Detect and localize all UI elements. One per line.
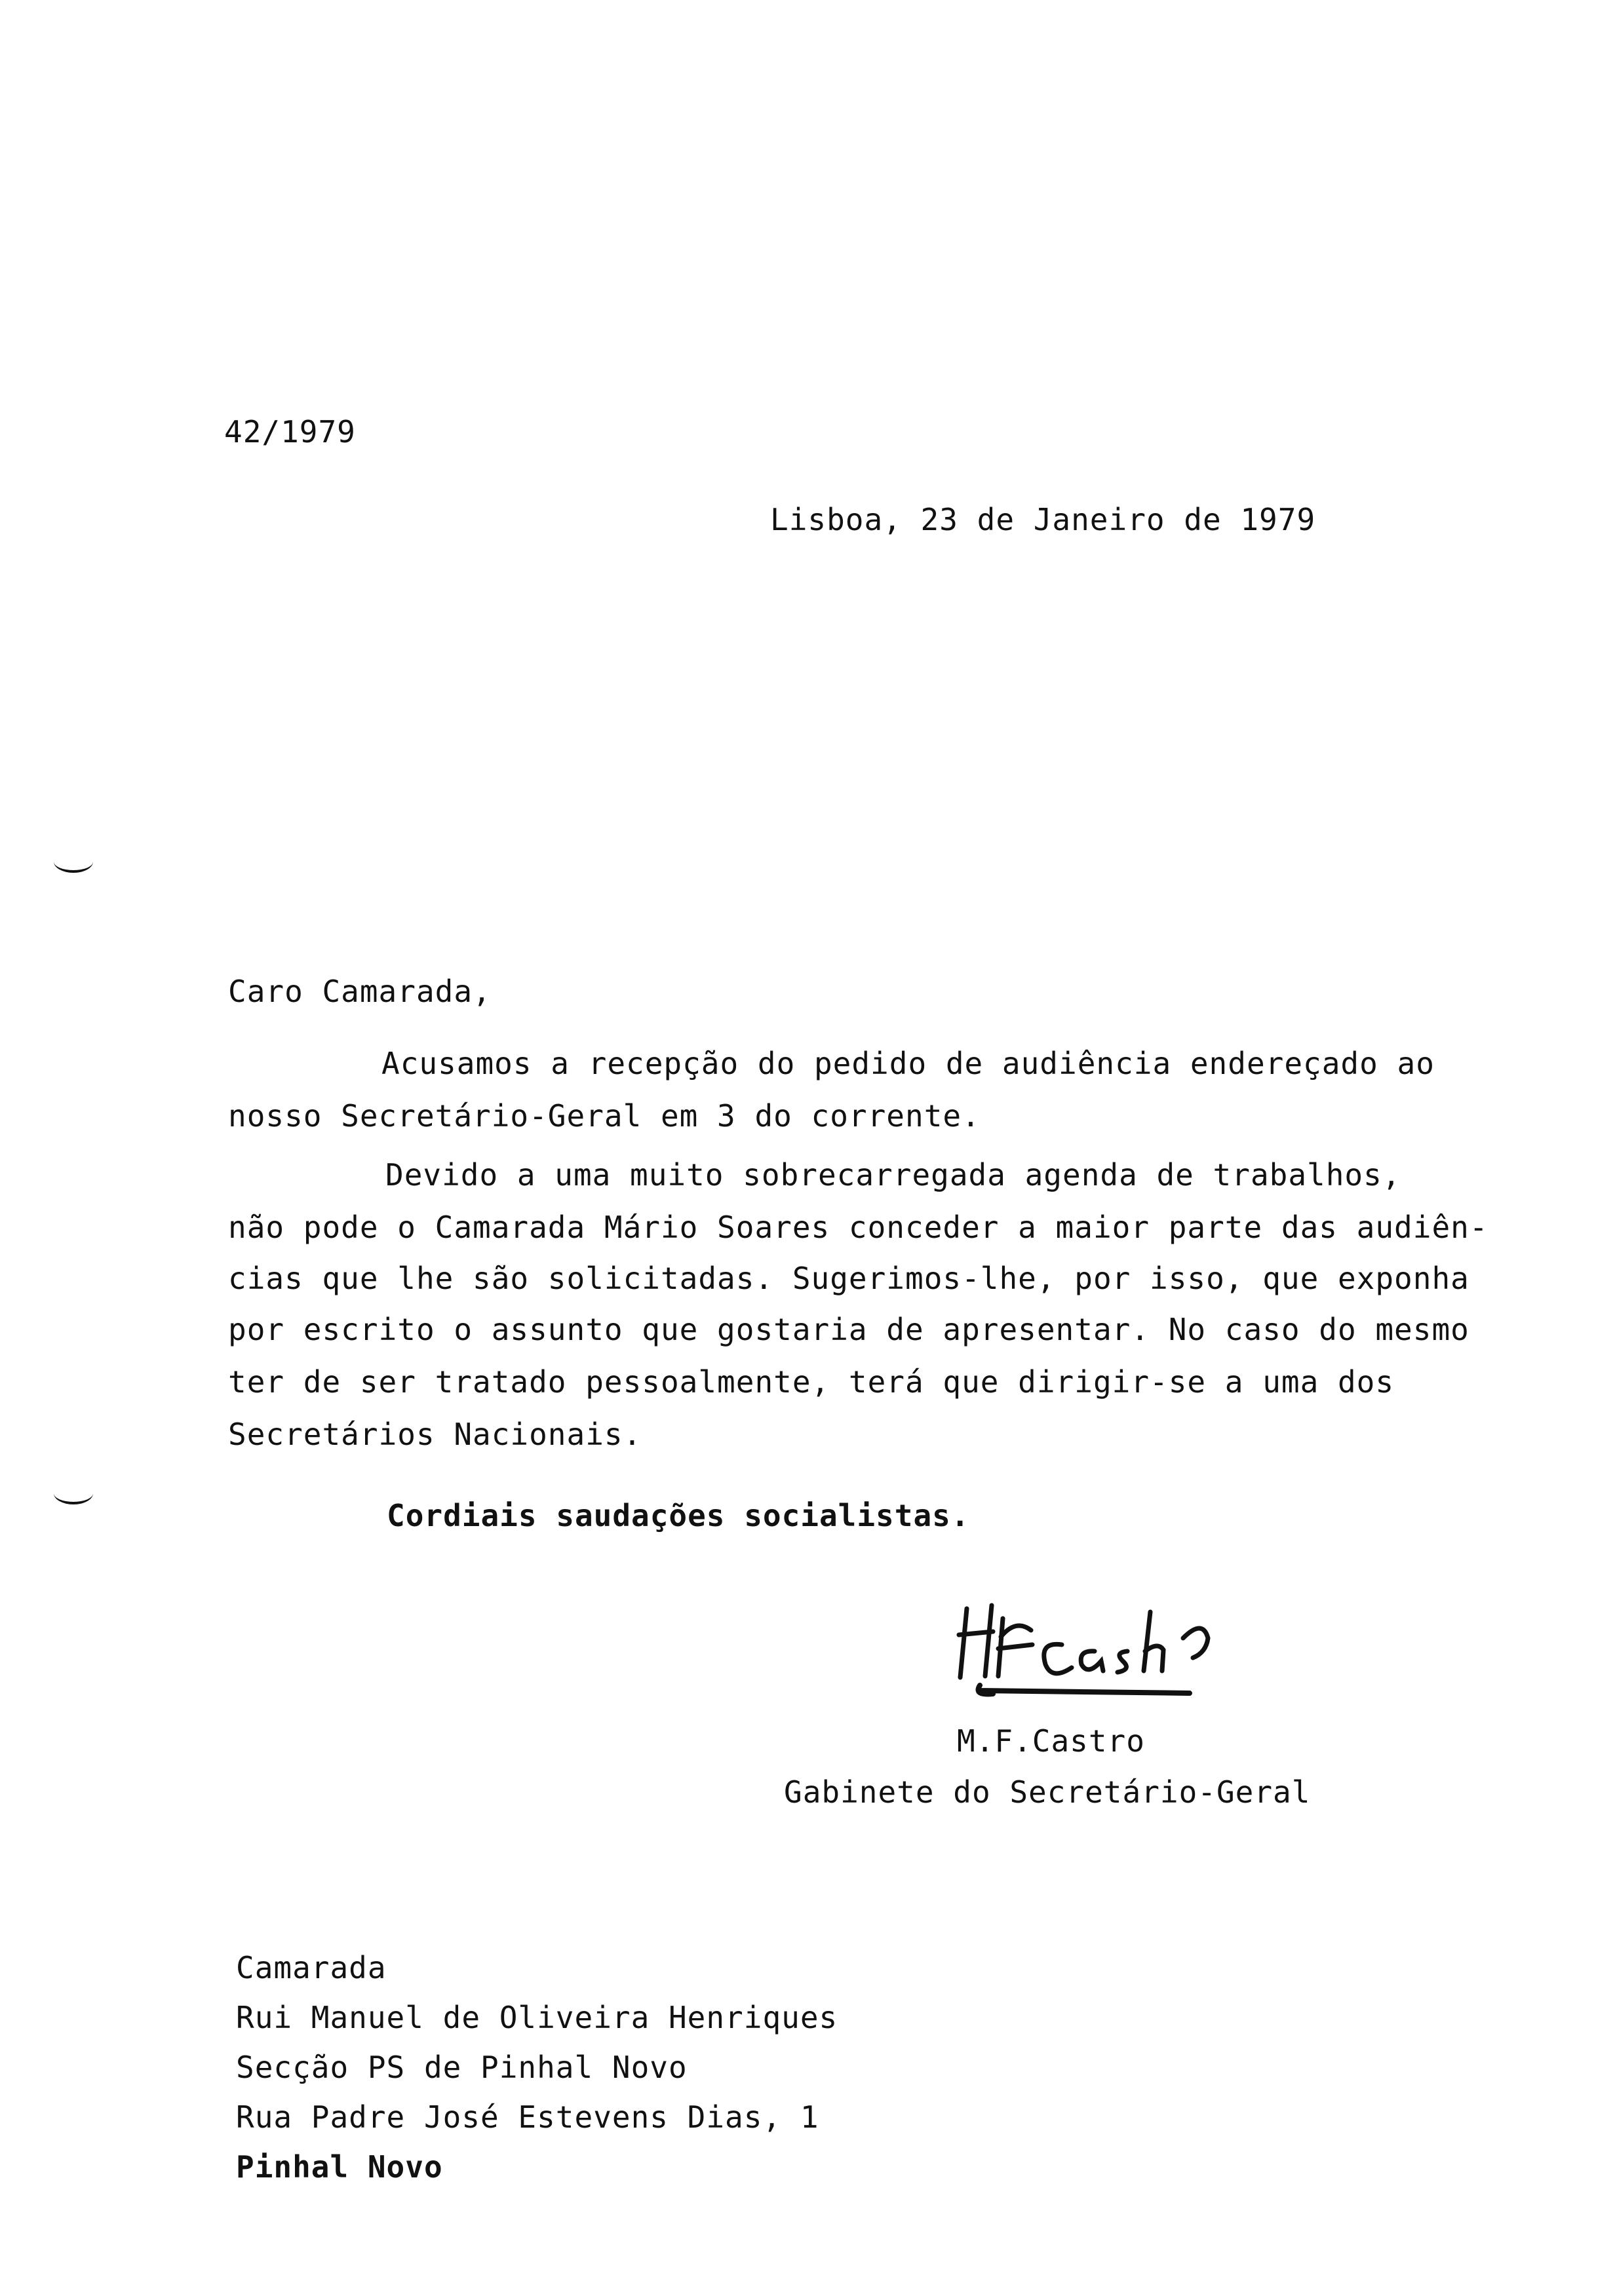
paragraph-2-line-2: não pode o Camarada Mário Soares conceder a maior parte das audiên- — [228, 1210, 1489, 1245]
paragraph-2-line-3: cias que lhe são solicitadas. Sugerimos-lhe, por isso, que exponha — [228, 1261, 1469, 1296]
recipient-line-3: Secção PS de Pinhal Novo — [236, 2050, 688, 2085]
signatory-name: M.F.Castro — [957, 1723, 1145, 1759]
salutation: Caro Camarada, — [228, 974, 492, 1009]
paragraph-2-line-5: ter de ser tratado pessoalmente, terá que dirigir-se a uma dos — [228, 1364, 1395, 1400]
punch-hole-mark-top — [54, 851, 93, 873]
recipient-line-5: Pinhal Novo — [236, 2149, 443, 2185]
recipient-line-4: Rua Padre José Estevens Dias, 1 — [236, 2099, 819, 2135]
paragraph-1-line-2: nosso Secretário-Geral em 3 do corrente. — [228, 1098, 981, 1134]
signatory-office: Gabinete do Secretário-Geral — [784, 1774, 1311, 1810]
paragraph-2-line-6: Secretários Nacionais. — [228, 1417, 642, 1452]
handwritten-signature — [954, 1599, 1281, 1704]
paragraph-2-line-1: Devido a uma muito sobrecarregada agenda de trabalhos, — [385, 1157, 1401, 1193]
reference-number: 42/1979 — [224, 414, 356, 450]
date-line: Lisboa, 23 de Janeiro de 1979 — [770, 502, 1316, 537]
recipient-line-1: Camarada — [236, 1950, 387, 1985]
closing-greeting: Cordiais saudações socialistas. — [387, 1498, 970, 1533]
punch-hole-mark-bottom — [54, 1482, 93, 1504]
paragraph-1-line-1: Acusamos a recepção do pedido de audiência endereçado ao — [381, 1046, 1435, 1081]
recipient-line-2: Rui Manuel de Oliveira Henriques — [236, 2000, 838, 2035]
paragraph-2-line-4: por escrito o assunto que gostaria de apresentar. No caso do mesmo — [228, 1312, 1469, 1347]
